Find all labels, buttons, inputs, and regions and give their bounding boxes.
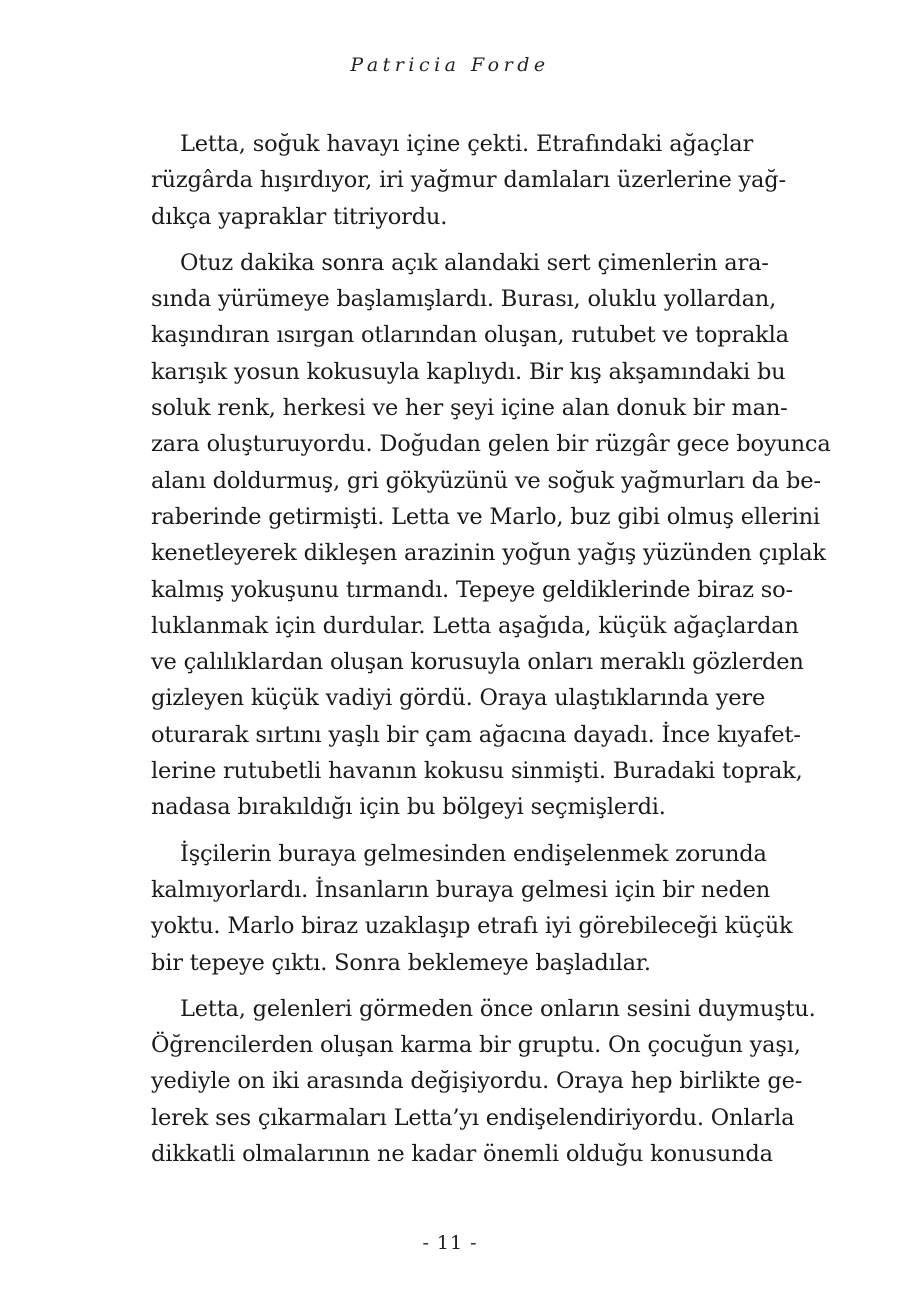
text-line: raberinde getirmişti. Letta ve Marlo, buz gibi olmuş ellerini — [151, 503, 820, 530]
text-line: nadasa bırakıldığı için bu bölgeyi seçmişlerdi. — [151, 794, 666, 821]
text-line: alanı doldurmuş, gri gökyüzünü ve soğuk yağmurları da be- — [151, 467, 821, 494]
text-line: lerek ses çıkarmaları Letta’yı endişelendiriyordu. Onlarla — [151, 1104, 795, 1131]
paragraph — [151, 991, 816, 1172]
text-line: Öğrencilerden oluşan karma bir gruptu. On çocuğun yaşı, — [151, 1032, 801, 1059]
paragraph — [151, 836, 793, 981]
text-line: Letta, soğuk havayı içine çekti. Etrafındaki ağaçlar — [180, 131, 753, 157]
text-line: ve çalılıklardan oluşan korusuyla onları meraklı gözlerden — [151, 649, 804, 676]
page-number: - 11 - — [422, 1232, 478, 1254]
text-line: karışık yosun kokusuyla kaplıydı. Bir kış akşamındaki bu — [151, 358, 786, 385]
text-line: sında yürümeye başlamışlardı. Burası, oluklu yollardan, — [151, 286, 777, 313]
running-header-author: Patricia Forde — [350, 54, 550, 76]
text-line: soluk renk, herkesi ve her şeyi içine alan donuk bir man- — [151, 395, 788, 422]
text-line: yediyle on iki arasında değişiyordu. Oraya hep birlikte ge- — [151, 1068, 803, 1095]
text-line: Otuz dakika sonra açık alandaki sert çimenlerin ara- — [180, 249, 769, 276]
text-line: Letta, gelenleri görmeden önce onların sesini duymuştu. — [180, 995, 816, 1022]
text-line: gizleyen küçük vadiyi gördü. Oraya ulaştıklarında yere — [151, 685, 766, 712]
text-line: lerine rutubetli havanın kokusu sinmişti. Buradaki toprak, — [151, 758, 803, 785]
text-line: yoktu. Marlo biraz uzaklaşıp etrafı iyi görebileceği küçük — [151, 913, 793, 940]
text-line: kalmıyorlardı. İnsanların buraya gelmesi için bir neden — [151, 876, 771, 903]
text-line: oturarak sırtını yaşlı bir çam ağacına dayadı. İnce kıyafet- — [151, 721, 801, 748]
text-line: rüzgârda hışırdıyor, iri yağmur damlaları üzerlerine yağ- — [151, 167, 786, 194]
body-text — [151, 126, 831, 1172]
text-line: dikkatli olmalarının ne kadar önemli olduğu konusunda — [151, 1141, 773, 1168]
text-line: kalmış yokuşunu tırmandı. Tepeye geldiklerinde biraz so- — [151, 576, 793, 603]
text-line: dıkça yapraklar titriyordu. — [151, 203, 448, 230]
text-line: kenetleyerek dikleşen arazinin yoğun yağış yüzünden çıplak — [151, 540, 826, 567]
text-line: kaşındıran ısırgan otlarından oluşan, rutubet ve toprakla — [151, 322, 789, 349]
text-line: luklanmak için durdular. Letta aşağıda, küçük ağaçlardan — [151, 612, 799, 639]
text-line: bir tepeye çıktı. Sonra beklemeye başladılar. — [151, 949, 651, 976]
text-line: zara oluşturuyordu. Doğudan gelen bir rüzgâr gece boyunca — [151, 431, 831, 458]
text-line: İşçilerin buraya gelmesinden endişelenmek zorunda — [180, 840, 767, 867]
paragraph — [151, 245, 831, 826]
paragraph — [151, 126, 786, 235]
